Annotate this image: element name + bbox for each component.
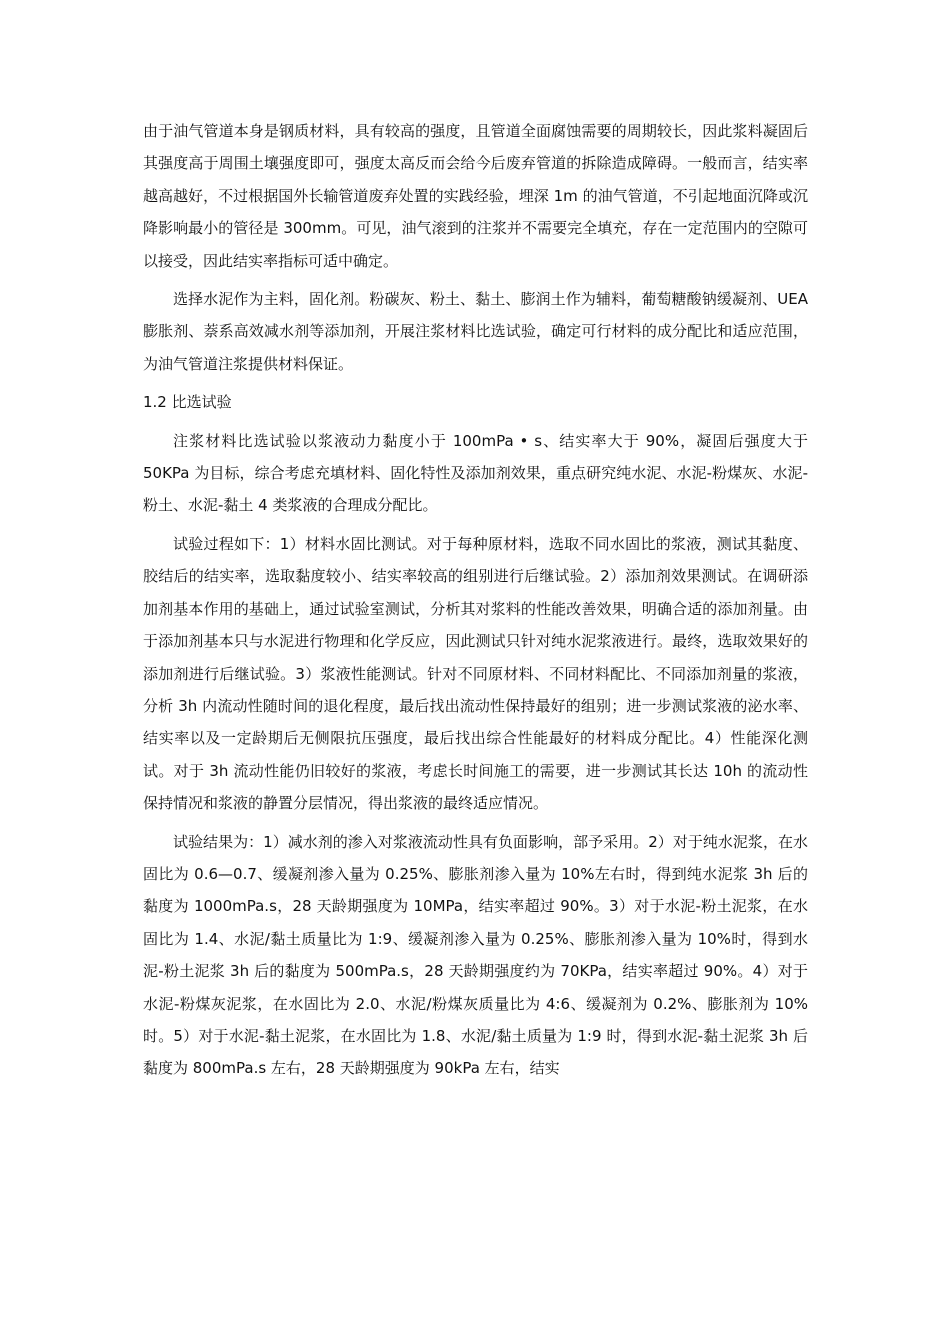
paragraph-materials: 选择水泥作为主料，固化剂。粉碳灰、粉土、黏土、膨润土作为辅料，葡萄糖酸钠缓凝剂、UEA 膨胀剂、萘系高效减水剂等添加剂，开展注浆材料比选试验，确定可行材料的成分配比和适应范围，为油气管道注浆提供材料保证。: [143, 290, 808, 373]
paragraph-objective: 注浆材料比选试验以浆液动力黏度小于 100mPa • s、结实率大于 90%，凝固后强度大于 50KPa 为目标，综合考虑充填材料、固化特性及添加剂效果，重点研究纯水泥、水泥-粉煤灰、水泥-粉土、水泥-黏土 4 类浆液的合理成分配比。: [143, 431, 808, 515]
paragraph-results: 试验结果为：1）减水剂的渗入对浆液流动性具有负面影响，部予采用。2）对于纯水泥浆，在水固比为 0.6—0.7、缓凝剂渗入量为 0.25%、膨胀剂渗入量为 10%左右时，得到纯水泥浆 3h 后的黏度为 1000mPa.s，28 天龄期强度为 10MPa，结实率超过 90%。3）对于水泥-粉土泥浆，在水固比为 1.4、水泥/黏土质量比为 1:9、缓凝剂渗入量为 0.25%、膨胀剂渗入量为 10%时，得到水泥-粉土泥浆 3h 后的黏度为 500mPa.s，28 天龄期强度约为 70KPa，结实率超过 90%。4）对于水泥-粉煤灰泥浆，在水固比为 2.0、水泥/粉煤灰质量比为 4:6、缓凝剂为 0.2%、膨胀剂为 10%时。5）对于水泥-黏土泥浆，在水固比为 1.8、水泥/黏土质量为 1:9 时，得到水泥-黏土泥浆 3h 后黏度为 800mPa.s 左右，28 天龄期强度为 90kPa 左右，结实: [143, 832, 808, 1078]
paragraph-procedure: 试验过程如下：1）材料水固比测试。对于每种原材料，选取不同水固比的浆液，测试其黏度、胶结后的结实率，选取黏度较小、结实率较高的组别进行后继试验。2）添加剂效果测试。在调研添加剂基本作用的基础上，通过试验室测试，分析其对浆料的性能改善效果，明确合适的添加剂量。由于添加剂基本只与水泥进行物理和化学反应，因此测试只针对纯水泥浆液进行。最终，选取效果好的添加剂进行后继试验。3）浆液性能测试。针对不同原材料、不同材料配比、不同添加剂量的浆液，分析 3h 内流动性随时间的退化程度，最后找出流动性保持最好的组别；进一步测试浆液的泌水率、结实率以及一定龄期后无侧限抗压强度，最后找出综合性能最好的材料成分配比。4）性能深化测试。对于 3h 流动性能仍旧较好的浆液，考虑长时间施工的需要，进一步测试其长达 10h 的流动性保持情况和浆液的静置分层情况，得出浆液的最终适应情况。: [143, 534, 808, 813]
document-body: [143, 115, 808, 1091]
section-heading: 1.2 比选试验: [143, 393, 232, 412]
paragraph-intro: 由于油气管道本身是钢质材料，具有较高的强度，且管道全面腐蚀需要的周期较长，因此浆料凝固后其强度高于周围土壤强度即可，强度太高反而会给今后废弃管道的拆除造成障碍。一般而言，结实率越高越好，不过根据国外长输管道废弃处置的实践经验，埋深 1m 的油气管道，不引起地面沉降或沉降影响最小的管径是 300mm。可见，油气滚到的注浆并不需要完全填充，存在一定范围内的空隙可以接受，因此结实率指标可适中确定。: [143, 122, 808, 270]
